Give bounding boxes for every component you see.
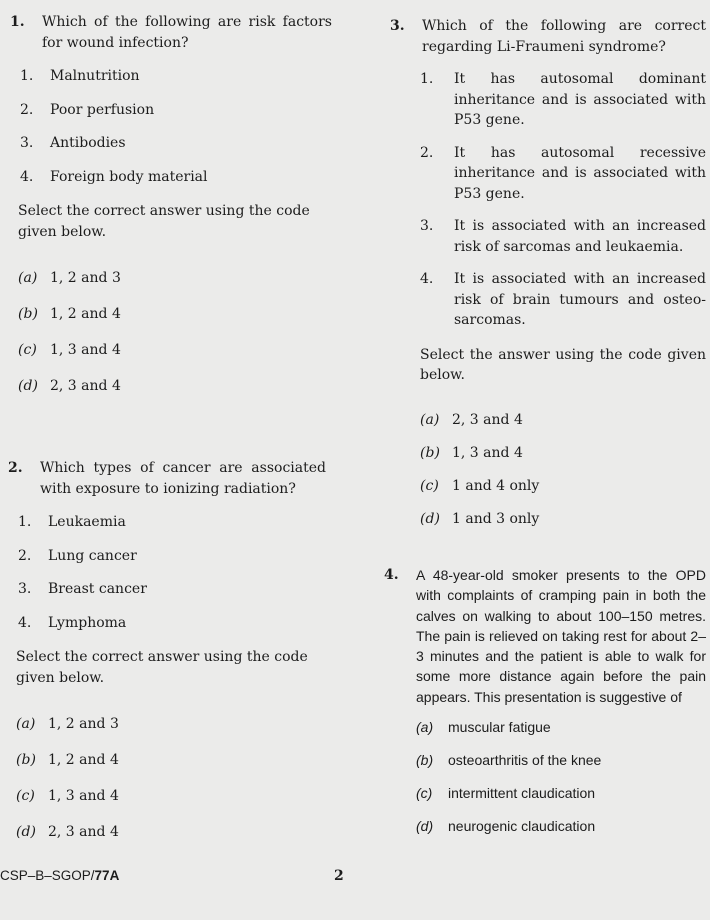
answer-option: [8, 822, 326, 842]
option-text: 1, 2 and 3: [48, 716, 119, 732]
option-text: 1, 3 and 4: [50, 342, 121, 358]
statement-text: Malnutrition: [50, 68, 140, 84]
question-3: [390, 16, 706, 542]
statement-number: 3 .: [18, 579, 31, 600]
statement: [8, 613, 326, 634]
statement-number: 1 .: [420, 69, 433, 90]
statement-text: Poor perfusion: [50, 101, 155, 118]
instruction: Select the correct answer using the code given below.: [18, 203, 310, 240]
option-text: 2, 3 and 4: [50, 378, 121, 394]
answer-option: [390, 410, 706, 430]
question-2: [8, 458, 326, 858]
question-1: [10, 12, 332, 412]
option-letter: ( a ): [16, 714, 35, 735]
statement: [390, 143, 706, 205]
option-letter: ( b ): [416, 750, 433, 770]
statement-number: 1 .: [20, 66, 33, 87]
answer-option: [384, 717, 706, 737]
statement: [8, 579, 326, 600]
answer-option: [8, 714, 326, 734]
statement-number: 1 .: [18, 512, 31, 533]
option-text: osteoarthritis of the knee: [448, 752, 602, 769]
statement-number: 4 .: [18, 613, 31, 634]
statement-text: Lung cancer: [48, 547, 137, 564]
option-letter: ( d ): [18, 376, 38, 397]
statement: [390, 216, 706, 257]
answer-option: [384, 750, 706, 770]
answer-option: [10, 268, 332, 288]
option-letter: ( d ): [416, 816, 433, 836]
answer-option: [390, 509, 706, 529]
option-text: 1 and 4 only: [452, 477, 540, 494]
statement-number: 3 .: [20, 133, 33, 154]
answer-option: [384, 816, 706, 836]
answer-option: [8, 750, 326, 770]
option-letter: ( a ): [18, 268, 37, 289]
statement: [8, 546, 326, 567]
option-letter: ( b ): [18, 304, 38, 325]
statement-number: 2 .: [420, 143, 433, 164]
statement: [10, 167, 332, 188]
statement-number: 4 .: [20, 167, 33, 188]
option-text: 1, 2 and 4: [48, 752, 119, 768]
statement-text: Antibodies: [50, 135, 126, 151]
statement-number: 2 .: [20, 100, 33, 121]
statement-text: It is associated with an increased risk of brain tumours and osteo-sarcomas.: [454, 271, 706, 328]
question-number: 2 .: [8, 458, 23, 479]
option-text: intermittent claudication: [448, 785, 596, 802]
option-text: 1, 2 and 4: [50, 306, 121, 322]
answer-option: [10, 376, 332, 396]
question-text: Which types of cancer are associated with exposure to ionizing radiation?: [40, 460, 326, 497]
option-text: 1, 3 and 4: [48, 788, 119, 804]
option-letter: ( a ): [416, 717, 433, 737]
statement-text: Lymphoma: [48, 614, 127, 631]
booklet-code-suffix: 77A: [94, 868, 120, 883]
statement-number: 2 .: [18, 546, 31, 567]
option-text: muscular fatigue: [448, 719, 551, 736]
option-letter: ( d ): [16, 822, 36, 843]
question-stem: [8, 458, 326, 499]
answer-options: [10, 268, 332, 396]
question-stem: [10, 12, 332, 53]
question-number: 4 .: [384, 565, 399, 585]
option-letter: ( b ): [16, 750, 36, 771]
page-number: 2: [334, 868, 344, 884]
option-letter: ( c ): [420, 476, 439, 497]
statement: [390, 69, 706, 131]
question-stem: [384, 565, 706, 707]
statement-text: Foreign body material: [50, 168, 208, 185]
statement: [10, 66, 332, 87]
question-number: 1 .: [10, 12, 25, 33]
answer-option: [10, 304, 332, 324]
answer-option: [384, 783, 706, 803]
option-text: 1 and 3 only: [452, 510, 540, 527]
answer-options: [384, 717, 706, 836]
option-text: 2, 3 and 4: [452, 411, 523, 428]
statement-text: It is associated with an increased risk of sarcomas and leukaemia.: [454, 218, 706, 255]
question-text: A 48-year-old smoker presents to the OPD with complaints of cramping pain in both the calves on walking to about 100–150 metres. The pain is relieved on taking rest for about 2–3 minutes and the patient is able to walk for some more distance again before the pain appears. This presentation is suggestive of: [416, 567, 706, 705]
statement-number: 4 .: [420, 269, 433, 290]
statement: [8, 512, 326, 533]
option-letter: ( c ): [18, 340, 37, 361]
answer-options: [390, 410, 706, 529]
answer-option: [390, 476, 706, 496]
option-text: 2, 3 and 4: [48, 824, 119, 840]
question-stem: [390, 16, 706, 57]
answer-options: [8, 714, 326, 842]
booklet-code-prefix: CSP–B–SGOP/: [0, 868, 95, 883]
option-letter: ( a ): [420, 410, 439, 431]
answer-option: [390, 443, 706, 463]
statement-text: Leukaemia: [48, 514, 126, 530]
option-text: 1, 2 and 3: [50, 270, 121, 286]
option-letter: ( c ): [16, 786, 35, 807]
statement: [10, 133, 332, 154]
statement: [10, 100, 332, 121]
option-letter: ( c ): [416, 783, 432, 803]
option-text: 1, 3 and 4: [452, 444, 523, 461]
statement: [390, 269, 706, 331]
question-4: [384, 565, 706, 849]
instruction: Select the answer using the code given below.: [420, 346, 706, 383]
option-letter: ( d ): [420, 509, 440, 530]
answer-option: [8, 786, 326, 806]
question-number: 3 .: [390, 16, 405, 37]
question-text: Which of the following are correct regarding Li-Fraumeni syndrome?: [422, 18, 706, 55]
booklet-code: [0, 868, 119, 883]
option-letter: ( b ): [420, 443, 440, 464]
statement-text: Breast cancer: [48, 581, 147, 597]
answer-option: [10, 340, 332, 360]
statement-text: It has autosomal recessive inheritance and is associated with P53 gene.: [454, 144, 706, 202]
instruction: Select the correct answer using the code given below.: [16, 649, 308, 686]
question-text: Which of the following are risk factors for wound infection?: [42, 14, 332, 51]
statement-number: 3 .: [420, 216, 433, 237]
option-text: neurogenic claudication: [448, 818, 596, 835]
statement-text: It has autosomal dominant inheritance and is associated with P53 gene.: [454, 71, 706, 128]
